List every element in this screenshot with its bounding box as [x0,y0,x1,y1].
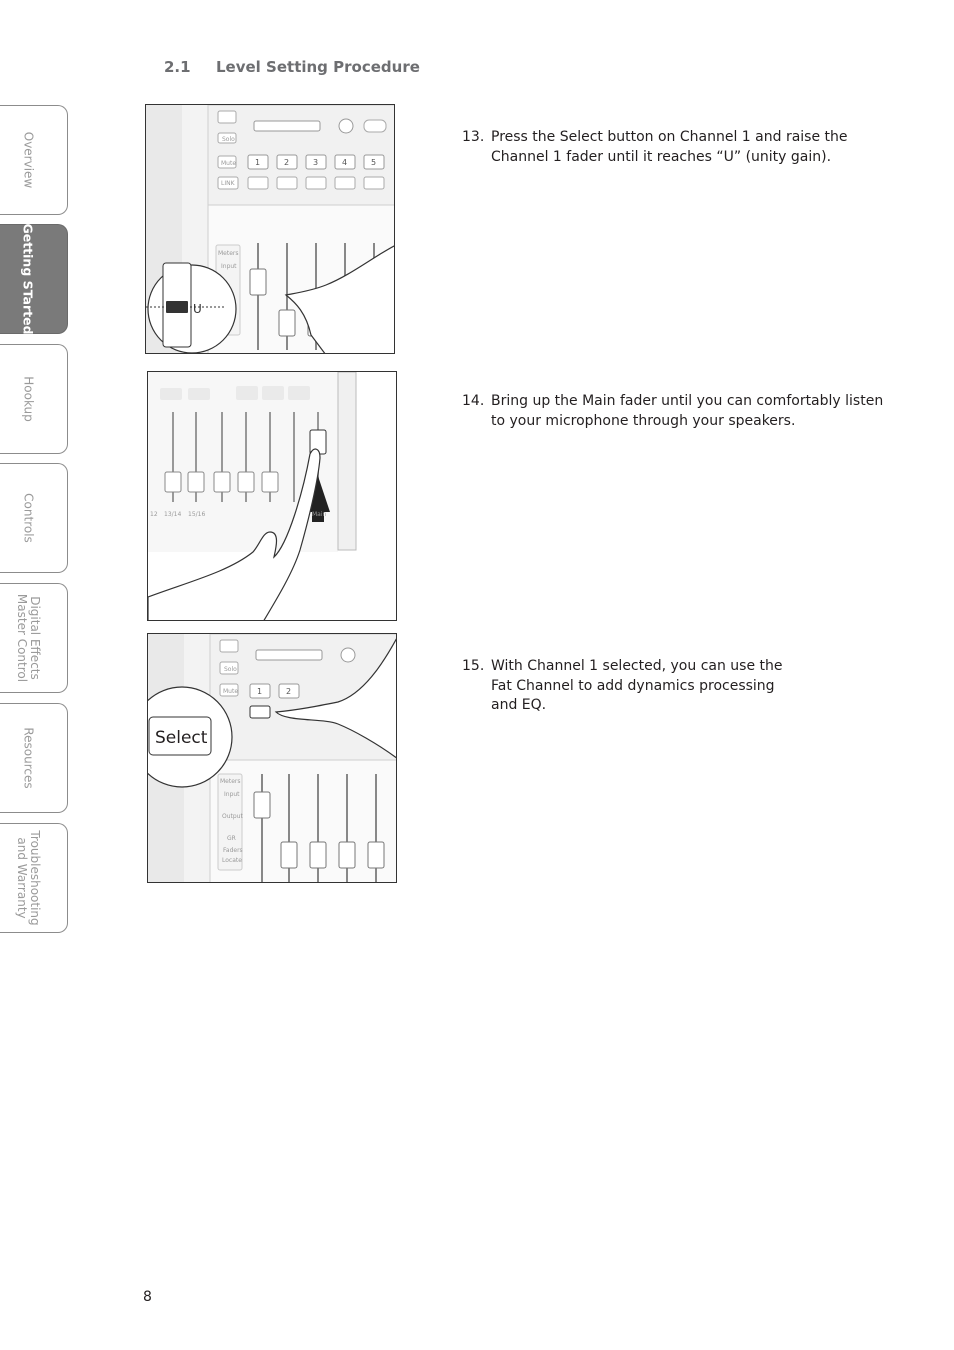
step-13-number: 13. [462,129,485,145]
fig2-label-12: 12 [150,511,158,518]
figure-fat-channel [147,633,397,883]
page-number: 8 [143,1289,152,1305]
figure3-illustration [148,634,397,883]
figure2-illustration [148,372,397,621]
fig1-ch2: 2 [284,158,290,167]
tab-resources-label: Resources [21,727,35,789]
fig1-solo-label: Solo [222,136,235,143]
tab-digital-effects-line2: Master Control [14,593,29,683]
fig2-label-13-14: 13/14 [164,511,182,518]
tab-getting-started[interactable] [0,224,68,334]
fig3-gr-label: GR [227,835,236,842]
fig1-channel-buttons [248,155,384,169]
tab-overview-label: Overview [21,131,35,189]
section-heading [164,58,420,76]
tab-controls[interactable] [0,463,68,573]
tab-digital-effects[interactable] [0,583,68,693]
fig1-ch1: 1 [255,158,261,167]
fig1-link-label: LINK [221,180,235,187]
tab-troubleshooting-line1: Troubleshooting [27,830,42,926]
fig1-select-buttons [248,177,384,189]
fig3-solo-label: Solo [224,666,237,673]
fig2-label-15-16: 15/16 [188,511,206,518]
tab-controls-label: Controls [21,493,35,543]
figure-select-channel-1 [145,104,395,354]
step-14 [462,392,892,431]
fig3-ch1: 1 [257,687,263,696]
fig3-ch2: 2 [286,687,292,696]
fig1-ch4: 4 [342,158,348,167]
step-15-text: With Channel 1 selected, you can use the Fat Channel to add dynamics processing and EQ. [491,658,783,713]
step-15 [462,657,792,716]
tab-getting-started-label: Getting STarted [20,223,35,335]
figure-main-fader [147,371,397,621]
fig3-output-label: Output [222,813,243,820]
section-title: Level Setting Procedure [216,58,420,76]
fig1-ch3: 3 [313,158,319,167]
fig3-callout-select: Select [155,728,208,748]
fig1-meters-label: Meters [218,250,239,257]
fig1-callout-u: U [193,302,202,316]
step-13-text: Press the Select button on Channel 1 and raise the Channel 1 fader until it reaches “U” (unity gain). [491,129,848,165]
section-number: 2.1 [164,58,191,76]
tab-digital-effects-line1: Digital Effects [27,596,42,680]
figure1-illustration [146,105,395,354]
fig3-mute-label: Mute [223,688,239,695]
step-15-number: 15. [462,658,485,674]
tab-troubleshooting[interactable] [0,823,68,933]
fig3-meters-label: Meters [220,778,241,785]
fig2-label-main: Main [312,511,327,518]
fig1-input-label: Input [221,263,237,270]
fig1-ch5: 5 [371,158,377,167]
step-13 [462,128,892,167]
tab-troubleshooting-label [15,830,41,925]
fig3-locate-label: Locate [222,857,242,864]
tab-overview[interactable] [0,105,68,215]
step-14-number: 14. [462,393,485,409]
tab-resources[interactable] [0,703,68,813]
fig1-mute-label: Mute [221,160,237,167]
tab-hookup[interactable] [0,344,68,454]
fig3-faders-label: Faders [223,847,243,854]
fig3-input-label: Input [224,791,240,798]
tab-digital-effects-label [15,594,41,682]
tab-hookup-label: Hookup [21,376,35,422]
tab-troubleshooting-line2: and Warranty [14,837,29,919]
step-14-text: Bring up the Main fader until you can comfortably listen to your microphone through your speakers. [491,393,884,429]
